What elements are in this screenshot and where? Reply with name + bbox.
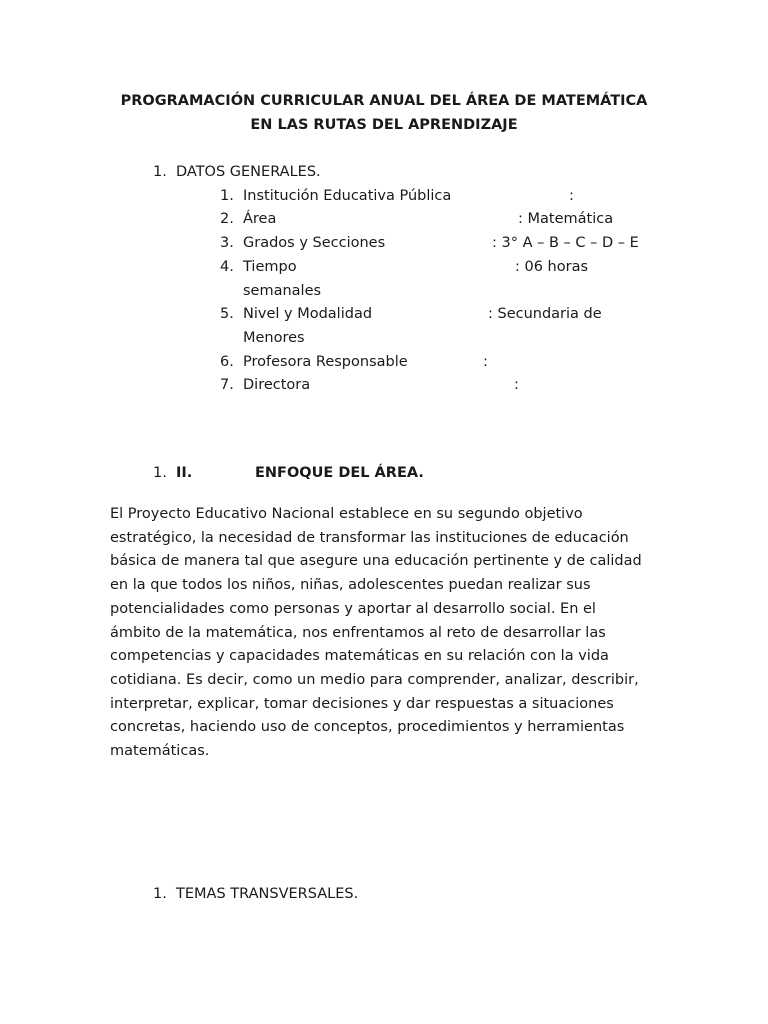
paragraph-line: potencialidades como personas y aportar al desarrollo social. En el bbox=[110, 600, 596, 617]
item-number: 5. bbox=[220, 306, 234, 322]
item-value-profesora: : bbox=[483, 354, 488, 370]
item-number: 4. bbox=[220, 259, 234, 275]
item-label-profesora: Profesora Responsable bbox=[243, 354, 408, 370]
paragraph-line: matemáticas. bbox=[110, 743, 210, 760]
item-value-area: : Matemática bbox=[518, 211, 614, 227]
item-label-nivel: Nivel y Modalidad bbox=[243, 306, 373, 322]
item-label-tiempo: Tiempo bbox=[243, 259, 297, 275]
item-label-institucion: Institución Educativa Pública bbox=[243, 188, 452, 204]
document-title-line-1: PROGRAMACIÓN CURRICULAR ANUAL DEL ÁREA DE MATEMÁTICA bbox=[120, 93, 648, 109]
item-value-directora: : bbox=[514, 377, 519, 393]
item-value-institucion: : bbox=[569, 188, 574, 204]
paragraph-line: interpretar, explicar, tomar decisiones y dar respuestas a situaciones bbox=[110, 695, 614, 712]
section-enfoque-roman: II. bbox=[176, 465, 193, 481]
document-title-line-2: EN LAS RUTAS DEL APRENDIZAJE bbox=[250, 117, 518, 133]
item-value-nivel: : Secundaria de bbox=[488, 306, 602, 322]
paragraph-line: concretas, haciendo uso de conceptos, procedimientos y herramientas bbox=[110, 719, 625, 736]
paragraph-line: en la que todos los niños, niñas, adolescentes puedan realizar sus bbox=[110, 577, 591, 594]
paragraph-line: El Proyecto Educativo Nacional establece en su segundo objetivo bbox=[110, 506, 583, 522]
item-number: 1. bbox=[220, 188, 234, 204]
enfoque-paragraph bbox=[110, 503, 670, 764]
section-enfoque-number: 1. bbox=[153, 465, 167, 481]
paragraph-line: básica de manera tal que asegure una educación pertinente y de calidad bbox=[110, 553, 642, 570]
item-label-area: Área bbox=[243, 211, 277, 227]
paragraph-line: competencias y capacidades matemáticas en su relación con la vida bbox=[110, 648, 609, 665]
section-datos-generales-number: 1. bbox=[153, 164, 167, 180]
item-value-tiempo: : 06 horas bbox=[515, 259, 589, 275]
section-temas-number: 1. bbox=[153, 886, 167, 902]
section-temas-heading: TEMAS TRANSVERSALES. bbox=[176, 886, 359, 902]
item-number: 6. bbox=[220, 354, 234, 370]
item-number: 7. bbox=[220, 377, 234, 393]
item-value-nivel-cont: Menores bbox=[243, 330, 305, 346]
section-enfoque-heading: ENFOQUE DEL ÁREA. bbox=[255, 465, 424, 481]
paragraph-line: estratégico, la necesidad de transformar las instituciones de educación bbox=[110, 529, 629, 546]
paragraph-line: cotidiana. Es decir, como un medio para comprender, analizar, describir, bbox=[110, 671, 639, 688]
item-number: 2. bbox=[220, 211, 234, 227]
item-value-grados: : 3° A – B – C – D – E bbox=[492, 235, 639, 251]
item-number: 3. bbox=[220, 235, 234, 251]
item-label-grados: Grados y Secciones bbox=[243, 235, 386, 251]
paragraph-line: ámbito de la matemática, nos enfrentamos al reto de desarrollar las bbox=[110, 624, 606, 641]
item-label-directora: Directora bbox=[243, 377, 311, 393]
section-datos-generales-heading: DATOS GENERALES. bbox=[176, 164, 321, 180]
item-value-tiempo-cont: semanales bbox=[243, 283, 322, 299]
